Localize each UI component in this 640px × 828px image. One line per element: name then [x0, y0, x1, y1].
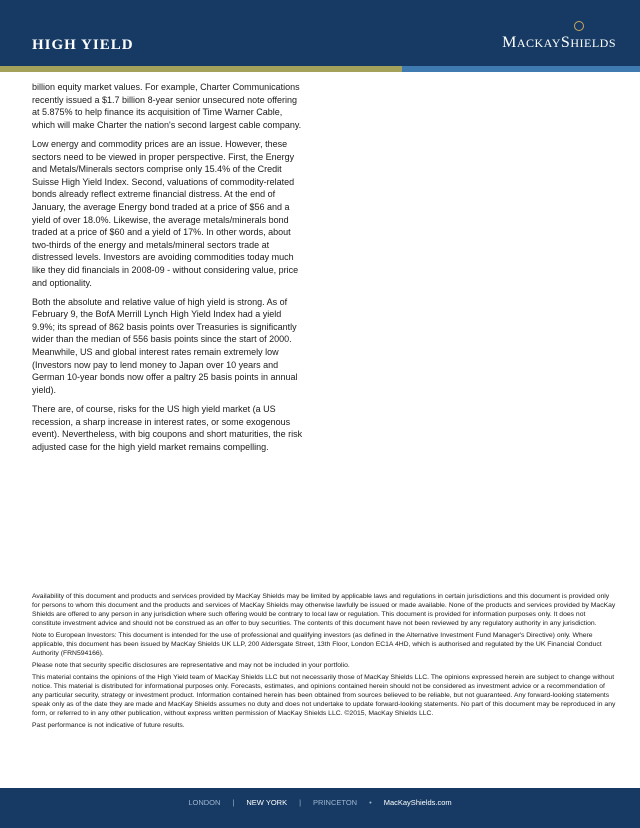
office-princeton: PRINCETON [313, 798, 358, 807]
separator: | [299, 798, 302, 807]
office-london: LONDON [188, 798, 221, 807]
disclaimer-paragraph: Past performance is not indicative of future results. [32, 722, 185, 730]
disclaimer-paragraph: Please note that security specific disclosures are representative and may not be included in your portfolio. [32, 662, 350, 670]
logo-word-mackay: MACKAY [502, 34, 561, 51]
article-paragraph: Both the absolute and relative value of high yield is strong. As of February 9, the BofA Merrill Lynch High Yield Index had a yield 9.9%; its spread of 862 basis points over Treasuries is significantly wider than the median of 556 basis points since the start of 2000. Meanwhile, US and global interest rates remain extremely low (Investors now pay to lend money to Japan over 10 years and German 10-year bonds now offer a paltry 25 basis points in annual yield). [32, 296, 298, 395]
page-header [0, 0, 640, 66]
footer-offices [0, 798, 640, 807]
disclaimer-paragraph: Note to European Investors: This document is intended for the use of professional and qualifying investors (as defined in the Alternative Investment Fund Manager's Directive) only. Where applicable, this document has been issued by MacKay Shields UK LLP, 200 Aldersgate Street, 13th Floor, London EC1A 4HD, which is authorised and regulated by the UK Financial Conduct Authority (FRN594166). [32, 632, 602, 657]
office-new-york: NEW YORK [246, 798, 288, 807]
globe-icon [574, 21, 584, 31]
legal-disclaimer [32, 593, 616, 735]
article-paragraph: billion equity market values. For example, Charter Communications recently issued a $1.7 billion 8-year senior unsecured note offering at 5.875% to help finance its acquisition of Time Warner Cable, which will make Charter the nation's second largest cable company. [32, 82, 302, 130]
article-paragraph: There are, of course, risks for the US high yield market (a US recession, a sharp increase in interest rates, or some exogenous event). Nevertheless, with big coupons and short maturities, the risk adjusted case for the high yield market remains compelling. [32, 404, 303, 452]
section-title: HIGH YIELD [32, 37, 134, 53]
header-stripe-gold [0, 66, 402, 72]
website-link[interactable]: MacKayShields.com [383, 798, 452, 807]
disclaimer-paragraph: Availability of this document and products and services provided by MacKay Shields may be limited by applicable laws and regulations in certain jurisdictions and this document is provided only for persons to whom this document and the products and services of MacKay Shields may otherwise lawfully be issued or made available. None of the products and services provided by MacKay Shields are offered to any person in any jurisdiction where such offering would be contrary to local law or regulation. This document is provided for information purposes only. It does not constitute investment advice and should not be construed as an offer to buy securities. The contents of this document have not been reviewed by any regulatory authority in any jurisdiction. [32, 593, 616, 627]
article-paragraph: Low energy and commodity prices are an issue. However, these sectors need to be viewed in proper perspective. First, the Energy and Metals/Minerals sectors comprise only 15.4% of the Credit Suisse High Yield Index. Second, valuations of commodity-related bonds already reflect extreme financial distress. At the end of January, the average Energy bond traded at a price of $56 and a yield of over 18.0%. Likewise, the average metals/minerals bond traded at a price of $60 and a yield of 17%. In other words, about two-thirds of the energy and metals/mineral sectors trade at distressed levels. Investors are avoiding commodities today much like they did financials in 2008-09 - without considering value, price and optionality. [32, 138, 299, 288]
article-body [32, 81, 304, 460]
page-footer [0, 788, 640, 828]
logo-word-shields: SHIELDS [560, 34, 616, 51]
bullet-separator: • [369, 798, 372, 807]
disclaimer-paragraph: This material contains the opinions of the High Yield team of MacKay Shields LLC but not necessarily those of MacKay Shields LLC. The opinions expressed herein are subject to change without notice. This material is distributed for informational purposes only. Forecasts, estimates, and opinions contained herein should not be considered as investment advice or a recommendation of any particular security, strategy or investment product. Information contained herein has been obtained from sources believed to be reliable, but not guaranteed. Any forward-looking statements speak only as of the date they are made and MacKay Shields assumes no duty and does not undertake to update forward-looking statements. No part of this document may be reproduced in any form, or referred to in any other publication, without express written permission of MacKay Shields LLC. ©2015, MacKay Shields LLC. [32, 674, 616, 718]
company-logo [502, 34, 616, 52]
separator: | [232, 798, 235, 807]
header-stripe-blue [402, 66, 640, 72]
